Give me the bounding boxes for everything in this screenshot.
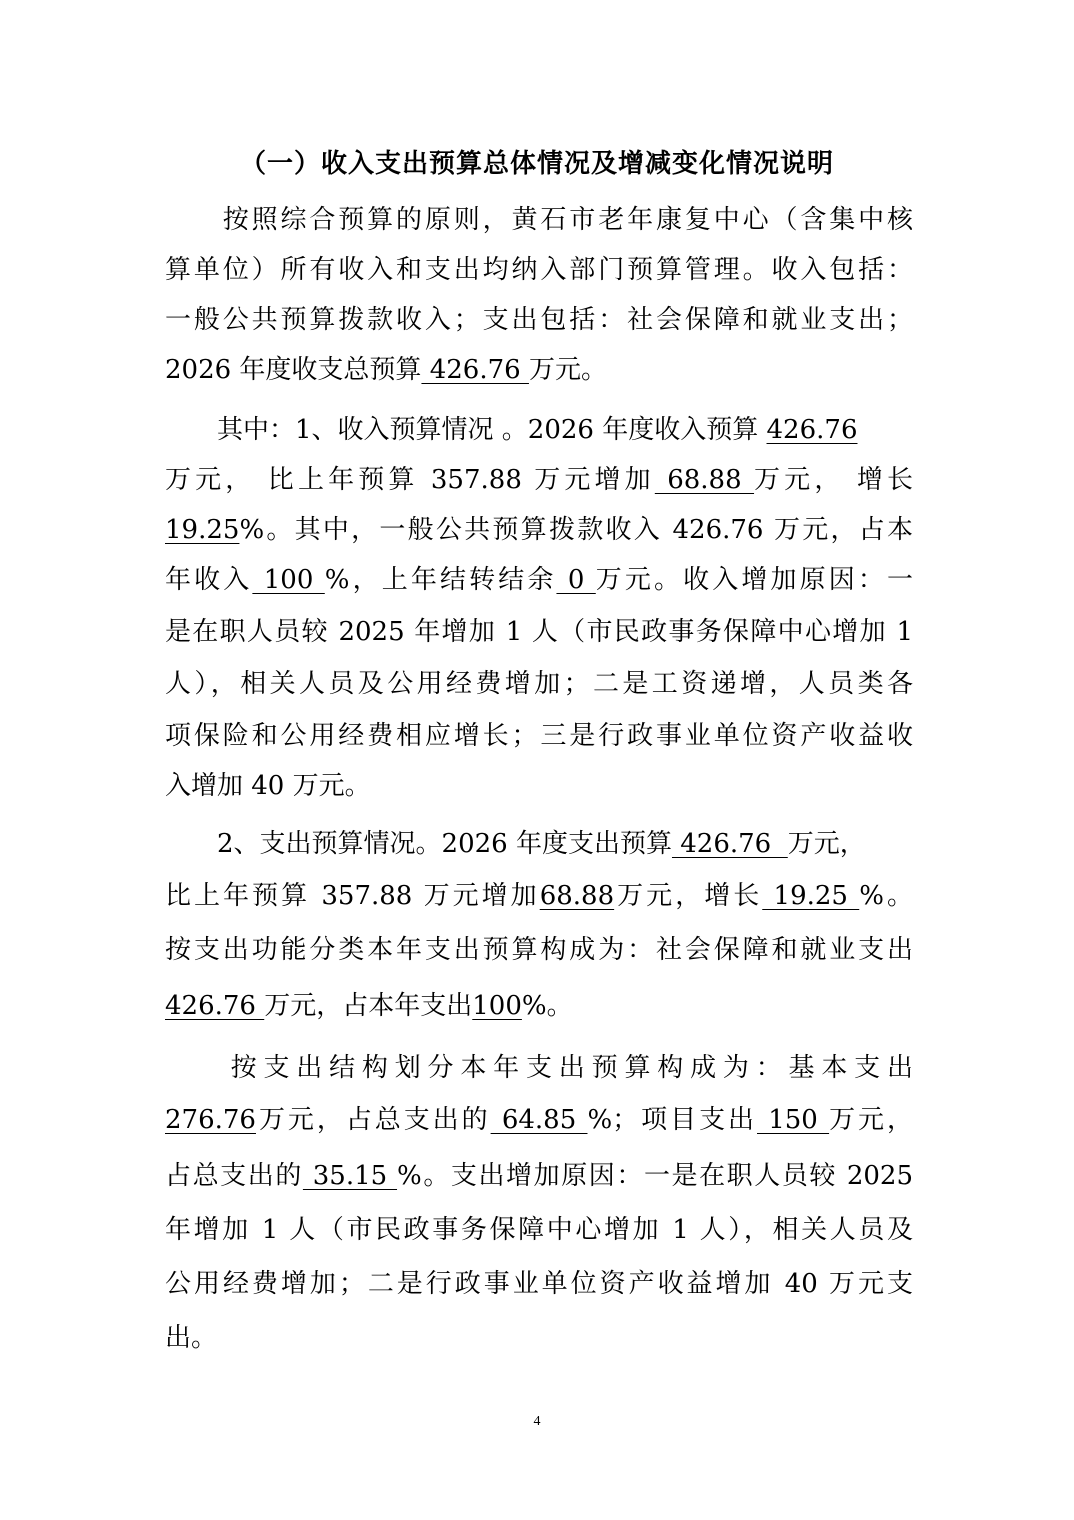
- underlined-value: 276.76: [165, 1105, 256, 1135]
- text-line: [165, 710, 913, 762]
- text-line: [165, 194, 913, 246]
- text-line: [165, 1204, 913, 1256]
- underlined-value: 19.25: [762, 881, 860, 911]
- text-run: 出。: [165, 1323, 218, 1353]
- text-run: 2026 年度收支总预算: [165, 355, 422, 385]
- underlined-value: 68.88: [654, 465, 755, 495]
- text-line: [165, 980, 913, 1032]
- text-run: 万元，: [829, 1105, 913, 1135]
- text-run: 人），相关人员及公用经费增加；二是工资递增，人员类各: [165, 669, 913, 699]
- text-line: [165, 1094, 913, 1146]
- text-run: 其中：1、收入预算情况 。2026 年度收入预算: [165, 415, 767, 445]
- underlined-value: 0: [556, 565, 596, 595]
- underlined-value: 100: [252, 565, 325, 595]
- text-line: [165, 344, 913, 396]
- text-line: [165, 1150, 913, 1202]
- text-line: [165, 404, 913, 456]
- text-run: 比上年预算 357.88 万元增加: [165, 881, 540, 911]
- underlined-value: 68.88: [539, 881, 615, 911]
- text-run: 按支出结构划分本年支出预算构成为：基本支出: [165, 1053, 913, 1083]
- text-run: %。支出增加原因：一是在职人员较 2025: [397, 1161, 913, 1191]
- text-line: [165, 924, 913, 976]
- text-run: 算单位）所有收入和支出均纳入部门预算管理。收入包括：: [165, 255, 913, 285]
- underlined-value: 426.76: [421, 355, 529, 385]
- text-run: 万元，占本年支出: [264, 991, 473, 1021]
- text-run: 万元，增长: [614, 881, 763, 911]
- text-run: 占总支出的: [165, 1161, 303, 1191]
- text-line: [165, 760, 913, 812]
- text-run: 万元，: [787, 829, 866, 859]
- text-run: 万元，占总支出的: [255, 1105, 491, 1135]
- text-run: 万元， 增长: [754, 465, 913, 495]
- text-line: [165, 1312, 913, 1364]
- text-line: [165, 504, 913, 556]
- section-heading: （一）收入支出预算总体情况及增减变化情况说明: [239, 149, 834, 179]
- text-line: [165, 658, 913, 710]
- text-run: %；项目支出: [587, 1105, 757, 1135]
- page-number: 4: [533, 1414, 541, 1429]
- text-line: [165, 606, 913, 658]
- text-run: 年收入: [165, 565, 253, 595]
- text-run: 入增加 40 万元。: [165, 771, 371, 801]
- text-run: %。其中，一般公共预算拨款收入 426.76 万元，占本: [239, 515, 913, 545]
- underlined-value: 100: [472, 991, 522, 1021]
- text-line: [165, 818, 913, 870]
- underlined-value: 426.76: [766, 415, 858, 445]
- underlined-value: 35.15: [302, 1161, 398, 1191]
- text-run: %。: [521, 991, 573, 1021]
- text-line: [165, 244, 913, 296]
- text-run: %。: [859, 881, 913, 911]
- text-run: 项保险和公用经费相应增长；三是行政事业单位资产收益收: [165, 721, 913, 751]
- text-run: 万元。收入增加原因：一: [595, 565, 913, 595]
- text-run: 一般公共预算拨款收入；支出包括：社会保障和就业支出；: [165, 305, 913, 335]
- underlined-value: 64.85: [490, 1105, 588, 1135]
- text-run: 2、支出预算情况。2026 年度支出预算: [165, 829, 672, 859]
- underlined-value: 150: [757, 1105, 830, 1135]
- text-line: [165, 454, 913, 506]
- text-run: 万元， 比上年预算 357.88 万元增加: [165, 465, 655, 495]
- text-line: [165, 1258, 913, 1310]
- underlined-value: 19.25: [165, 515, 240, 545]
- text-run: 按支出功能分类本年支出预算构成为：社会保障和就业支出: [165, 935, 913, 965]
- underlined-value: 426.76: [165, 991, 265, 1021]
- text-line: [165, 1042, 913, 1094]
- text-run: 公用经费增加；二是行政事业单位资产收益增加 40 万元支: [165, 1269, 913, 1299]
- text-line: [165, 294, 913, 346]
- text-run: 年增加 1 人（市民政事务保障中心增加 1 人），相关人员及: [165, 1215, 913, 1245]
- text-line: [165, 554, 913, 606]
- text-line: [165, 870, 913, 922]
- underlined-value: 426.76: [671, 829, 788, 859]
- text-run: %，上年结转结余: [324, 565, 557, 595]
- text-run: 是在职人员较 2025 年增加 1 人（市民政事务保障中心增加 1: [165, 617, 913, 647]
- text-run: 万元。: [528, 355, 607, 385]
- text-run: 按照综合预算的原则，黄石市老年康复中心（含集中核: [165, 205, 913, 235]
